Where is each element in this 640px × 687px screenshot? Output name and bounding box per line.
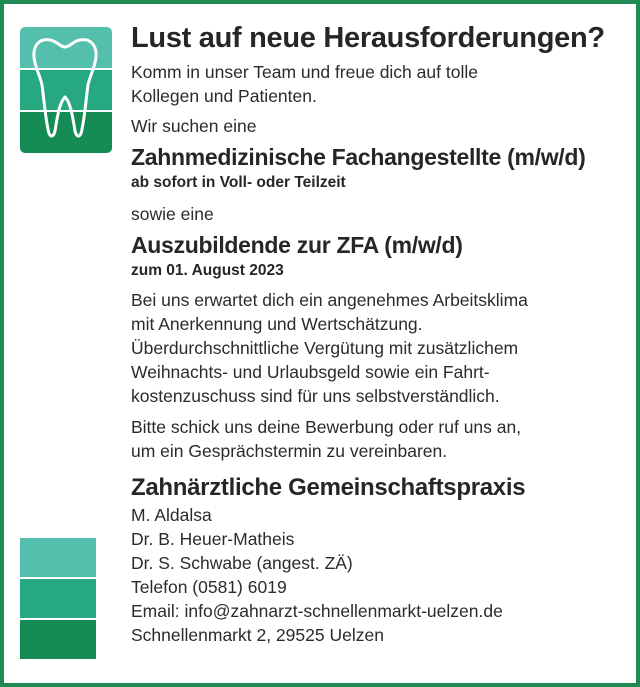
ad-content (131, 20, 626, 647)
offer-line: kostenzuschuss sind für uns selbstverständlich. (131, 386, 500, 406)
email: Email: info@zahnarzt-schnellenmarkt-uelzen.de (131, 601, 503, 621)
practice-line: M. Aldalsa (131, 505, 212, 525)
position-detail: zum 01. August 2023 (131, 262, 284, 279)
practice-line: Dr. S. Schwabe (angest. ZÄ) (131, 553, 353, 573)
offer-line: mit Anerkennung und Wertschätzung. (131, 314, 423, 334)
intro-line: Komm in unser Team und freue dich auf tolle (131, 62, 478, 82)
practice-name: Zahnärztliche Gemeinschaftspraxis (131, 474, 526, 501)
decorative-color-bars (20, 538, 96, 661)
headline: Lust auf neue Herausforderungen? (131, 22, 605, 54)
offer-line: Weihnachts- und Urlaubsgeld sowie ein Fahrt- (131, 362, 490, 382)
apply-line: Bitte schick uns deine Bewerbung oder ruf uns an, (131, 417, 522, 437)
offer-line: Bei uns erwartet dich ein angenehmes Arbeitsklima (131, 290, 528, 310)
position-title: Auszubildende zur ZFA (m/w/d) (131, 232, 463, 258)
connector-text: sowie eine (131, 204, 214, 224)
position-detail: ab sofort in Voll- oder Teilzeit (131, 174, 346, 191)
position-title: Zahnmedizinische Fachangestellte (m/w/d) (131, 144, 586, 170)
practice-line: Dr. B. Heuer-Matheis (131, 529, 295, 549)
intro-line: Kollegen und Patienten. (131, 86, 317, 106)
search-intro: Wir suchen eine (131, 116, 257, 136)
address: Schnellenmarkt 2, 29525 Uelzen (131, 625, 384, 645)
offer-line: Überdurchschnittliche Vergütung mit zusätzlichem (131, 338, 519, 358)
apply-line: um ein Gesprächstermin zu vereinbaren. (131, 441, 448, 461)
phone: Telefon (0581) 6019 (131, 577, 287, 597)
tooth-logo-icon (20, 27, 112, 153)
